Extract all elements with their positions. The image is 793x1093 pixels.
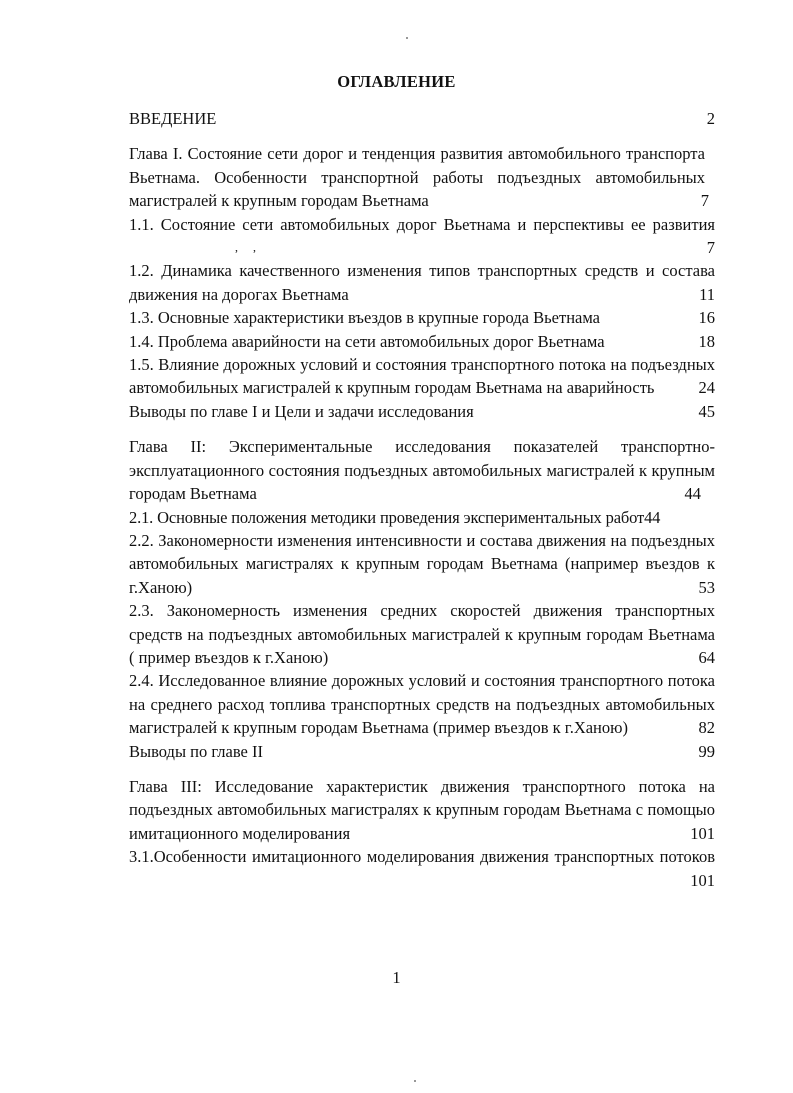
toc-entry-page: 99 (698, 741, 715, 761)
toc-entry (129, 599, 715, 669)
toc-entry-page: 44 (644, 507, 661, 527)
toc-entry (129, 213, 715, 260)
toc-entry-text: Выводы по главе II (129, 741, 263, 761)
toc-entry (129, 330, 715, 353)
toc-entry-page: 7 (700, 191, 709, 211)
toc-entry-text: Глава II: Экспериментальные исследования показателей транспортно-эксплуатационного состояния подъездных автомобильных магистралей к крупным городам Вьетнама (129, 437, 715, 504)
toc-entry-text: Глава III: Исследование характеристик движения транспортного потока на подъездных автомобильных магистралях к крупным городам Вьетнама с помощыо имитационного моделирования (129, 776, 715, 843)
toc-entry-page: 101 (690, 870, 715, 890)
scan-speck (406, 37, 408, 39)
toc-entry-page: 45 (698, 401, 715, 421)
toc-entry-text: 1.4. Проблема аварийности на сети автомобильных дорог Вьетнама (129, 331, 605, 351)
toc-entry-text: 1.3. Основные характеристики въездов в крупные города Вьетнама (129, 308, 600, 328)
toc-entry-page: 101 (690, 823, 715, 843)
toc-entry-page: 18 (698, 331, 715, 351)
toc-entry-page: 44 (684, 484, 701, 504)
toc-entry-text: ВВЕДЕНИЕ (129, 109, 217, 128)
toc-entry (129, 259, 715, 306)
toc-entry-text: 2.4. Исследованное влияние дорожных условий и состояния транспортного потока на среднего расход топлива транспортных средств на подъездных автомобильных магистралей к крупным городам Вьетнама (пример въездов к г.Ханою) (129, 671, 715, 738)
toc-entry-page: 24 (698, 378, 715, 398)
toc-entry (129, 529, 715, 599)
toc-entry-page: 82 (698, 718, 715, 738)
page-title: ОГЛАВЛЕНИЕ (337, 72, 456, 91)
toc-entry-text: 2.2. Закономерности изменения интенсивности и состава движения на подъездных автомобильных магистралях к крупным городам Вьетнама (например въездов к г.Ханою) (129, 530, 715, 597)
toc-entry-text: 2.1. Основные положения методики проведения экспериментальных работ (129, 507, 645, 527)
page-number: 1 (392, 968, 401, 987)
toc-entry (129, 435, 715, 505)
toc-entry (129, 845, 715, 892)
toc-entry (129, 775, 715, 845)
toc-entry (129, 740, 715, 763)
toc-entry-text: 3.1.Особенности имитационного моделирования движения транспортных потоков (129, 847, 715, 867)
toc-entry (129, 353, 715, 400)
toc-entry-text: 1.2. Динамика качественного изменения типов транспортных средств и состава движения на дорогах Вьетнама (129, 261, 715, 304)
toc-entry-text: Выводы по главе I и Цели и задачи исследования (129, 401, 474, 421)
stray-marks: , , (235, 240, 262, 255)
toc-entry-page: 2 (706, 109, 715, 128)
toc-entry (129, 107, 715, 130)
toc-entry (129, 400, 715, 423)
toc-entry-text: 1.1. Состояние сети автомобильных дорог Вьетнама и перспективы ее развития (129, 214, 715, 234)
toc-entry (129, 669, 715, 739)
toc-entry-page: 7 (706, 238, 715, 258)
toc-entry-text: 1.5. Влияние дорожных условий и состояния транспортного потока на подъездных автомобильных магистралей к крупным городам Вьетнама на аварийность (129, 355, 715, 398)
toc-entry (129, 306, 715, 329)
scan-speck (414, 1080, 416, 1082)
toc-entry-page: 64 (698, 647, 715, 667)
table-of-contents (129, 107, 715, 892)
toc-entry (129, 506, 715, 529)
toc-entry-text: Глава I. Состояние сети дорог и тенденция развития автомобильного транспорта Вьетнама. Особенности транспортной работы подъездных автомобильных магистралей к крупным городам Вьетнама (129, 144, 705, 211)
toc-entry-page: 11 (699, 284, 715, 304)
toc-entry-page: 16 (698, 308, 715, 328)
toc-entry (129, 142, 715, 212)
toc-entry-page: 53 (698, 577, 715, 597)
toc-entry-text: 2.3. Закономерность изменения средних скоростей движения транспортных средств на подъездных автомобильных магистралей к крупным городам Вьетнама ( пример въездов к г.Ханою) (129, 601, 715, 667)
